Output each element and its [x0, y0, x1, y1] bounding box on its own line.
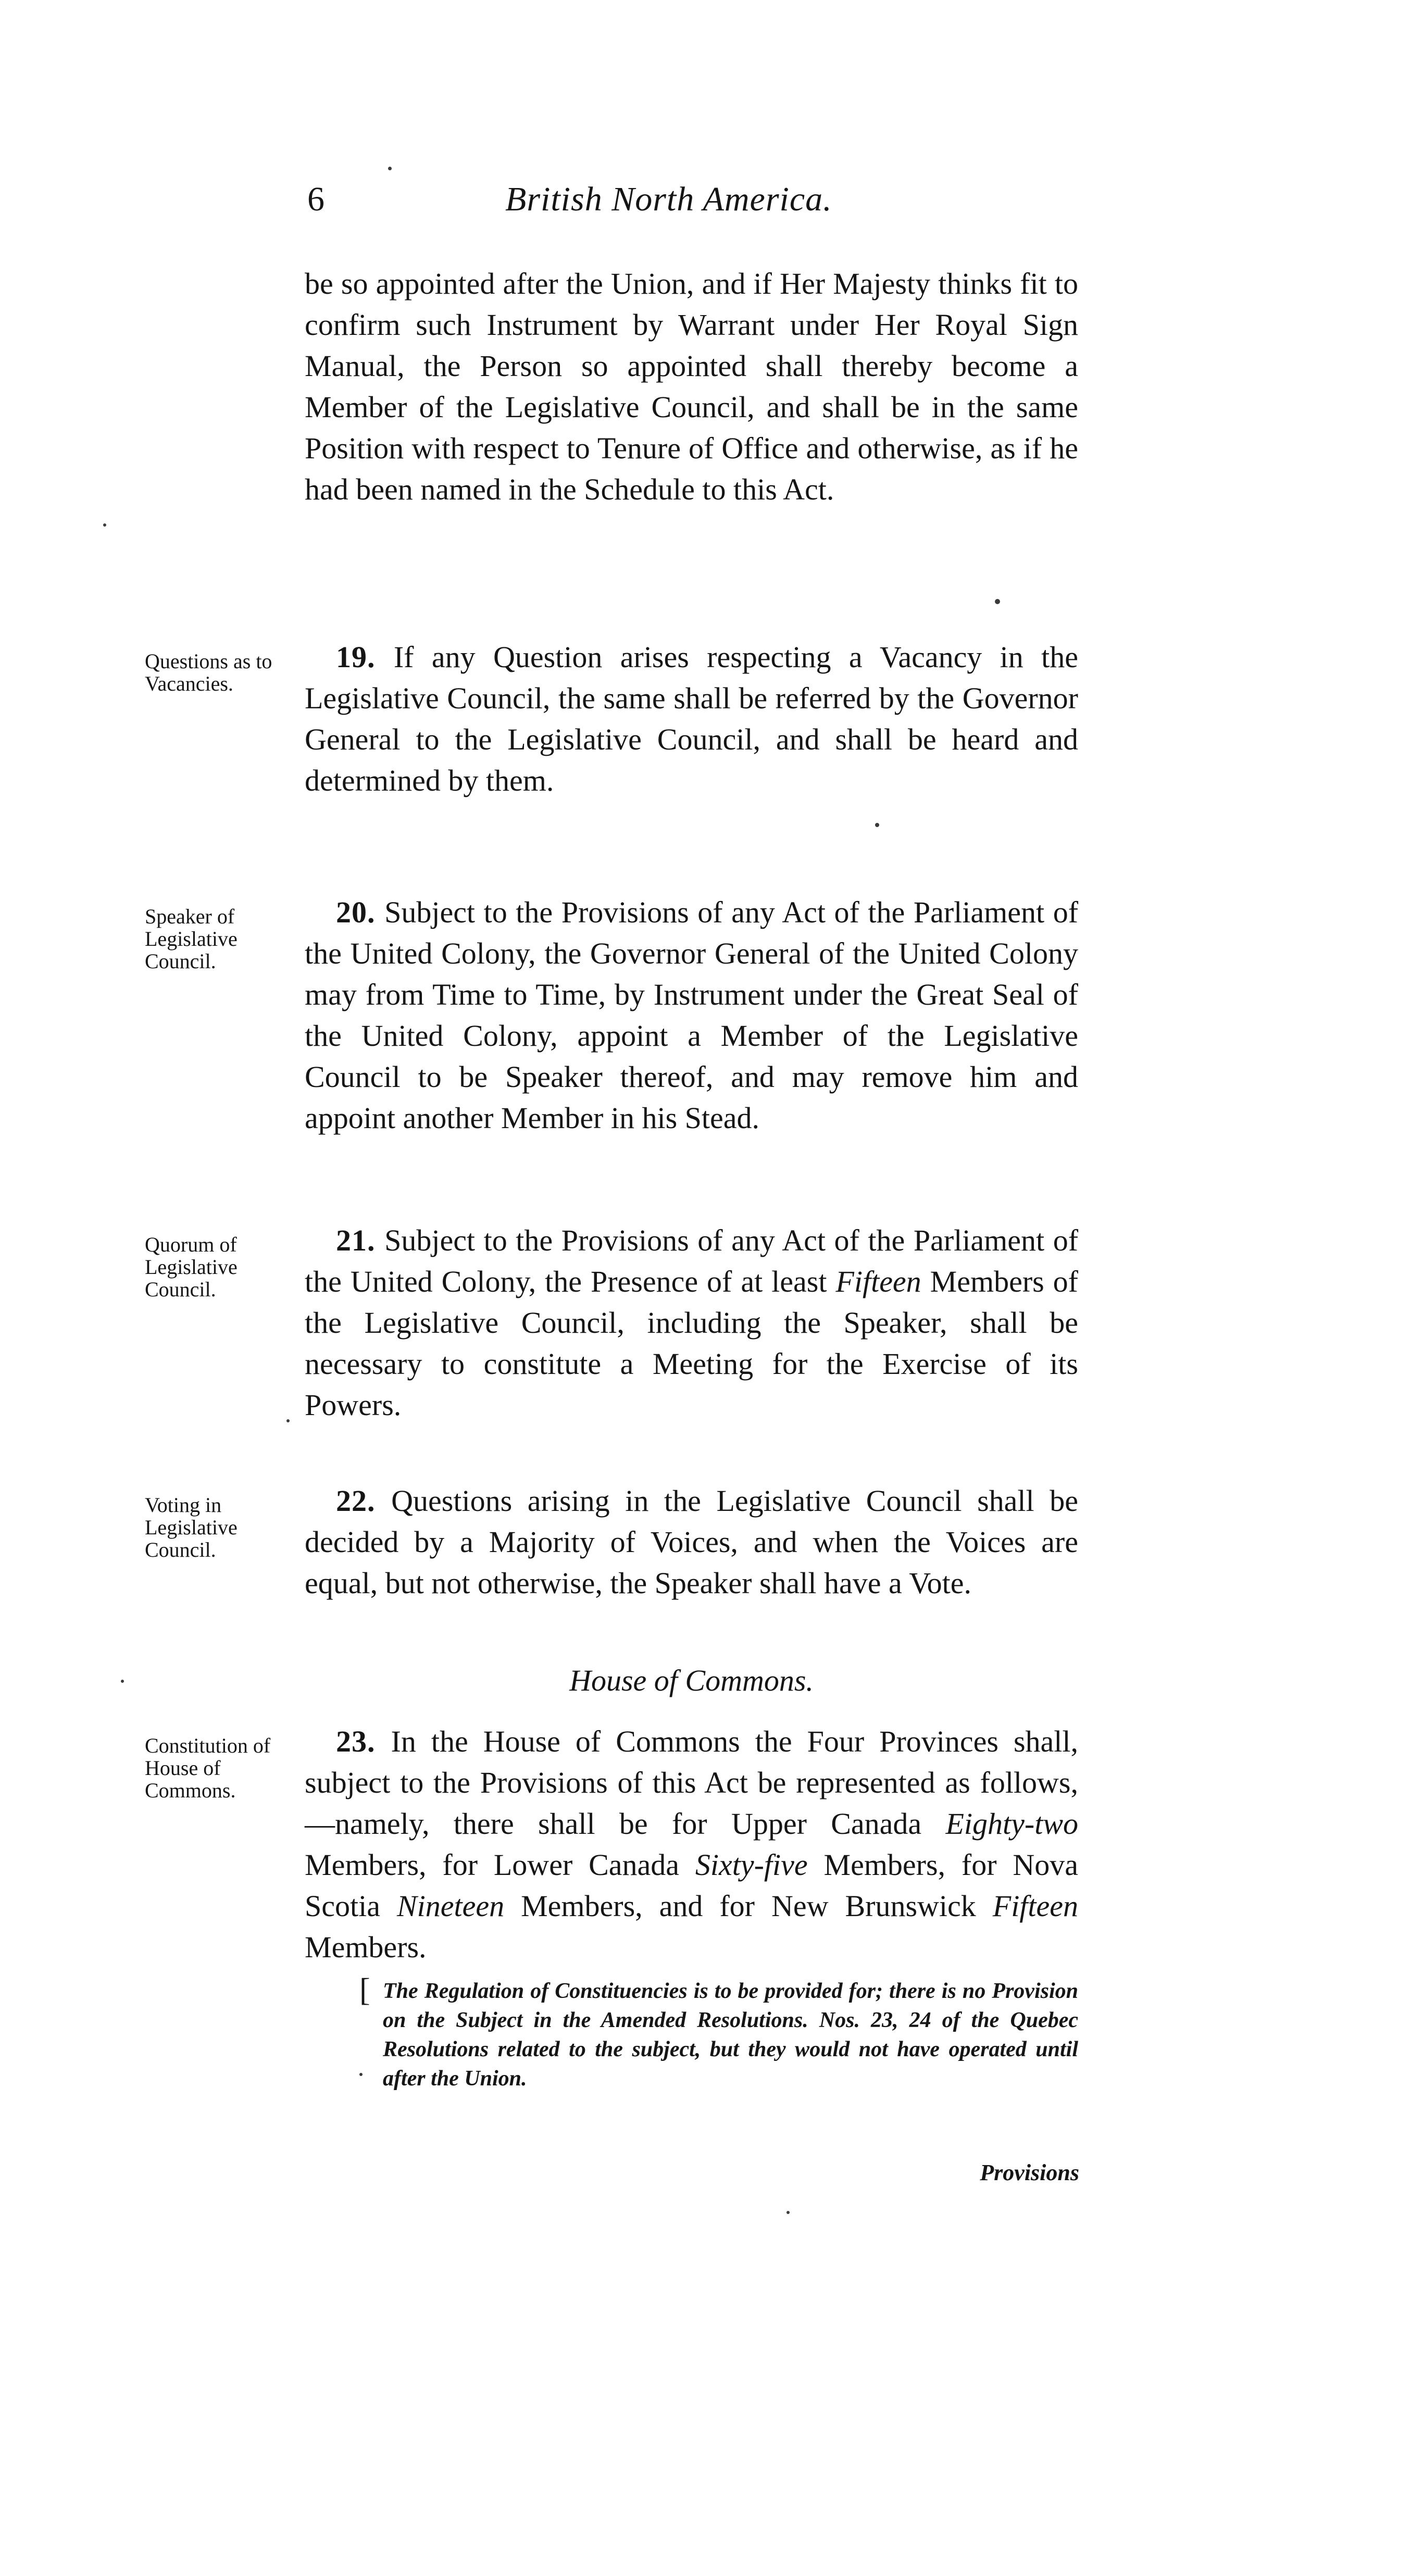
margin-note-20: Speaker of Legislative Council.: [145, 905, 238, 973]
scan-speck: [875, 823, 879, 827]
running-title: British North America.: [505, 180, 832, 218]
section-23-text-1: In the House of Commons the Four Provinces shall, subject to the Provisions of this Act be represented as follows,—namely, there shall be for Upper Canada: [305, 1724, 1078, 1841]
section-23-text-4: Members, and for New Brunswick: [521, 1889, 976, 1923]
section-22: [305, 1480, 1078, 1604]
section-23-text-2: Members, for Lower Canada: [305, 1848, 680, 1882]
scan-speck: [787, 2211, 790, 2214]
section-21-text-b: Members of the Legislative Council, including the Speaker, shall be necessary to constitute a Meeting for the Exercise of its Powers.: [305, 1265, 1078, 1422]
section-number-22: 22.: [336, 1484, 376, 1518]
page-number: 6: [307, 180, 324, 218]
section-23: [305, 1721, 1078, 1968]
section-21-italic: Fifteen: [835, 1265, 921, 1298]
section-23-italic-3: Nineteen: [396, 1889, 505, 1923]
section-23-text-5: Members.: [305, 1930, 427, 1964]
house-of-commons-heading: House of Commons.: [569, 1664, 814, 1697]
section-19: [305, 636, 1078, 801]
scan-speck: [286, 1419, 290, 1422]
scan-speck: [359, 2073, 363, 2076]
section-number-20: 20.: [336, 895, 376, 929]
section-21: [305, 1220, 1078, 1425]
section-number-23: 23.: [336, 1724, 376, 1758]
section-20: [305, 892, 1078, 1139]
section-22-text: Questions arising in the Legislative Council shall be decided by a Majority of Voices, and when the Voices are equal, but not otherwise, the Speaker shall have a Vote.: [305, 1484, 1079, 1600]
margin-note-21: Quorum of Legislative Council.: [145, 1233, 238, 1301]
margin-note-19: Questions as to Vacancies.: [145, 649, 272, 695]
margin-note-23: Constitution of House of Commons.: [145, 1734, 271, 1802]
scan-speck: [388, 167, 392, 170]
section-number-19: 19.: [336, 640, 376, 674]
scan-speck: [121, 1680, 124, 1683]
section-20-text: Subject to the Provisions of any Act of the Parliament of the United Colony, the Governor General of the United Colony may from Time to Time, by Instrument under the Great Seal of the United Colony, appoint a Member of the Legislative Council to be Speaker thereof, and may remove him and appoint another Member in his Stead.: [305, 895, 1079, 1135]
section-23-italic-1: Eighty-two: [945, 1807, 1079, 1841]
bracketed-editorial-note: The Regulation of Constituencies is to be provided for; there is no Provision on the Subject in the Amended Resolutions. Nos. 23, 24 of the Quebec Resolutions related to the subject, but they would not have operated until after the Union.: [383, 1979, 1078, 2091]
scan-speck: [995, 599, 1000, 604]
section-21-text-a: Subject to the Provisions of any Act of the Parliament of the United Colony, the Presence of at least: [305, 1223, 1079, 1298]
margin-note-22: Voting in Legislative Council.: [145, 1493, 238, 1561]
bracket-mark: [: [359, 1972, 370, 2008]
catchword: Provisions: [980, 2160, 1079, 2185]
section-23-text-3: Members, for Nova Scotia: [305, 1848, 1079, 1923]
section-23-italic-2: Sixty-five: [695, 1848, 808, 1882]
continuation-paragraph: be so appointed after the Union, and if Her Majesty thinks fit to confirm such Instrument by Warrant under Her Royal Sign Manual, the Person so appointed shall thereby become a Member of the Legislative Council, and shall be in the same Position with respect to Tenure of Office and otherwise, as if he had been named in the Schedule to this Act.: [305, 267, 1078, 506]
section-23-italic-4: Fifteen: [992, 1889, 1079, 1923]
section-19-text: If any Question arises respecting a Vacancy in the Legislative Council, the same shall be referred by the Governor General to the Legislative Council, and shall be heard and determined by them.: [305, 640, 1078, 797]
section-number-21: 21.: [336, 1223, 376, 1257]
scan-speck: [103, 523, 106, 527]
